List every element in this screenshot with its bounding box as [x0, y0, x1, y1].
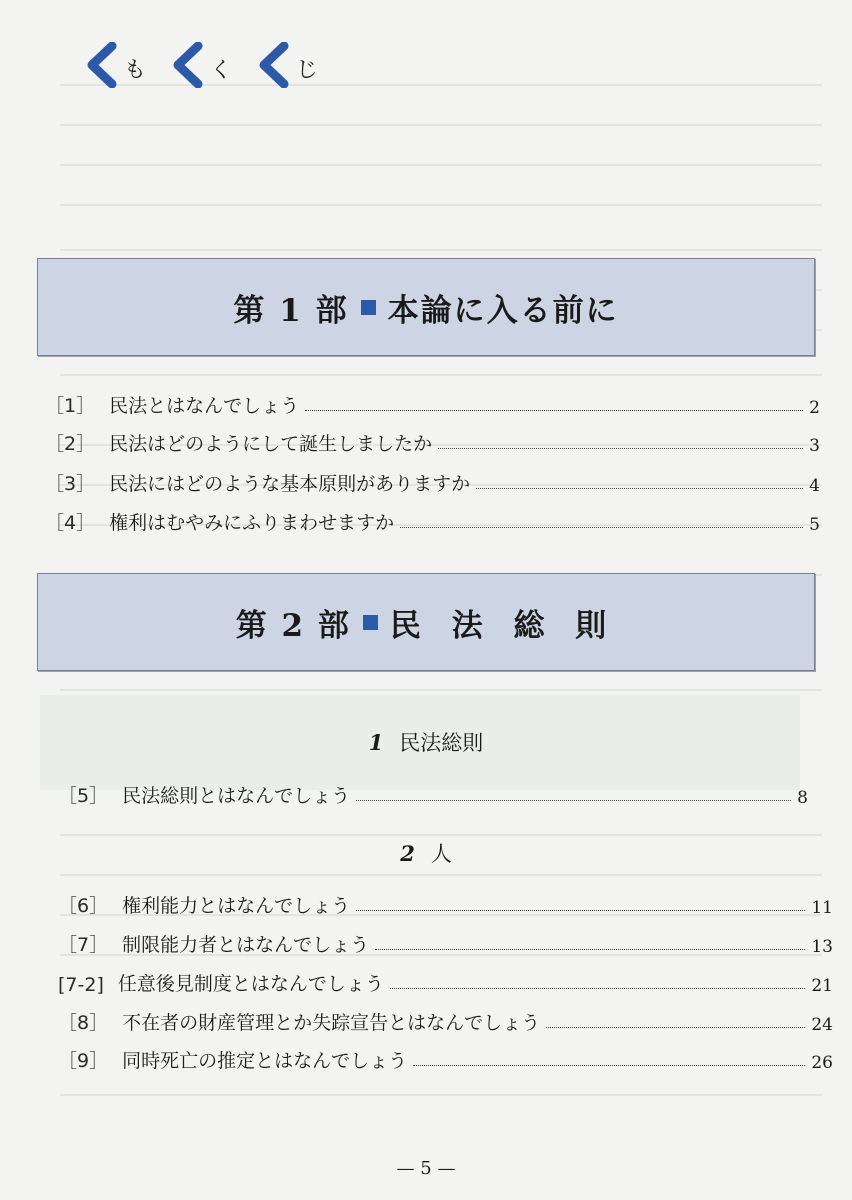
entry-title: 同時死亡の推定とはなんでしょう: [122, 1050, 408, 1072]
entry-number: ［1］: [45, 395, 96, 417]
toc-title-char: [168, 42, 232, 88]
part-2-label: 第 2 部: [235, 607, 351, 644]
entry-title: 制限能力者とはなんでしょう: [122, 934, 370, 956]
entry-title: 民法とはなんでしょう: [109, 395, 300, 417]
toc-entry[interactable]: [45, 505, 820, 535]
part-1-title: [233, 285, 618, 330]
entry-number: ［7］: [58, 934, 109, 956]
entry-number: ［3］: [45, 473, 96, 495]
chevron-left-icon: [82, 42, 122, 88]
part-1-name: 本論に入る前に: [387, 292, 619, 329]
entry-number: ［4］: [45, 512, 96, 534]
toc-title-kana: じ: [296, 57, 319, 83]
entry-page: 8: [797, 788, 808, 808]
entry-page: 3: [809, 436, 820, 456]
entry-page: 11: [811, 898, 833, 918]
leader-dots: [400, 527, 803, 528]
entry-page: 26: [811, 1053, 833, 1073]
entry-page: 13: [811, 937, 833, 957]
section-number: 1: [368, 730, 384, 755]
section-number: 2: [400, 841, 415, 866]
entry-number: ［8］: [58, 1012, 109, 1034]
toc-entry[interactable]: [58, 966, 833, 996]
part-2-title: [236, 600, 617, 645]
entry-page: 2: [809, 398, 820, 418]
entry-title: 民法はどのようにして誕生しましたか: [109, 433, 433, 455]
section-title: 民法総則: [399, 731, 484, 755]
toc-entry[interactable]: [58, 1005, 833, 1035]
entry-title: 任意後見制度とはなんでしょう: [117, 973, 384, 995]
entry-page: 21: [811, 976, 833, 996]
toc-title: [82, 40, 340, 90]
toc-title-char: [254, 42, 318, 88]
entry-number: ［6］: [58, 895, 109, 917]
entry-title: 権利はむやみにふりまわせますか: [109, 512, 395, 534]
entry-number: ［9］: [58, 1050, 109, 1072]
part-2-name: 民 法 総 則: [389, 607, 617, 644]
section-title: 人: [430, 842, 452, 866]
part-1-label: 第 1 部: [233, 292, 349, 329]
leader-dots: [305, 410, 803, 411]
leader-dots: [356, 800, 791, 801]
entry-title: 民法にはどのような基本原則がありますか: [109, 473, 471, 495]
entry-number: [7-2]: [58, 974, 104, 996]
entry-title: 不在者の財産管理とか失踪宣告とはなんでしょう: [122, 1012, 541, 1034]
toc-entry[interactable]: [45, 426, 820, 456]
toc-entry[interactable]: [58, 1043, 833, 1073]
leader-dots: [476, 488, 803, 489]
leader-dots: [375, 949, 805, 950]
entry-title: 民法総則とはなんでしょう: [122, 785, 351, 807]
toc-title-kana: く: [210, 57, 233, 83]
section-1-heading: [0, 727, 852, 757]
toc-entry[interactable]: [45, 466, 820, 496]
leader-dots: [438, 448, 803, 449]
part-1-banner: [37, 258, 815, 356]
leader-dots: [546, 1027, 805, 1028]
toc-entry[interactable]: [45, 388, 820, 418]
entry-number: ［2］: [45, 433, 96, 455]
toc-entry[interactable]: [58, 778, 808, 808]
entry-page: 5: [809, 515, 820, 535]
leader-dots: [390, 988, 805, 989]
leader-dots: [356, 910, 805, 911]
toc-entry[interactable]: [58, 888, 833, 918]
chevron-left-icon: [168, 42, 208, 88]
toc-title-kana: も: [124, 57, 147, 83]
square-bullet-icon: [363, 615, 378, 630]
entry-page: 24: [811, 1015, 833, 1035]
toc-title-char: [82, 42, 146, 88]
page-number: — 5 —: [396, 1158, 456, 1179]
section-2-heading: [0, 838, 852, 868]
entry-title: 権利能力とはなんでしょう: [122, 895, 351, 917]
square-bullet-icon: [361, 300, 376, 315]
chevron-left-icon: [254, 42, 294, 88]
toc-entry[interactable]: [58, 927, 833, 957]
entry-page: 4: [809, 476, 820, 496]
part-2-banner: [37, 573, 815, 671]
entry-number: ［5］: [58, 785, 109, 807]
leader-dots: [413, 1065, 805, 1066]
